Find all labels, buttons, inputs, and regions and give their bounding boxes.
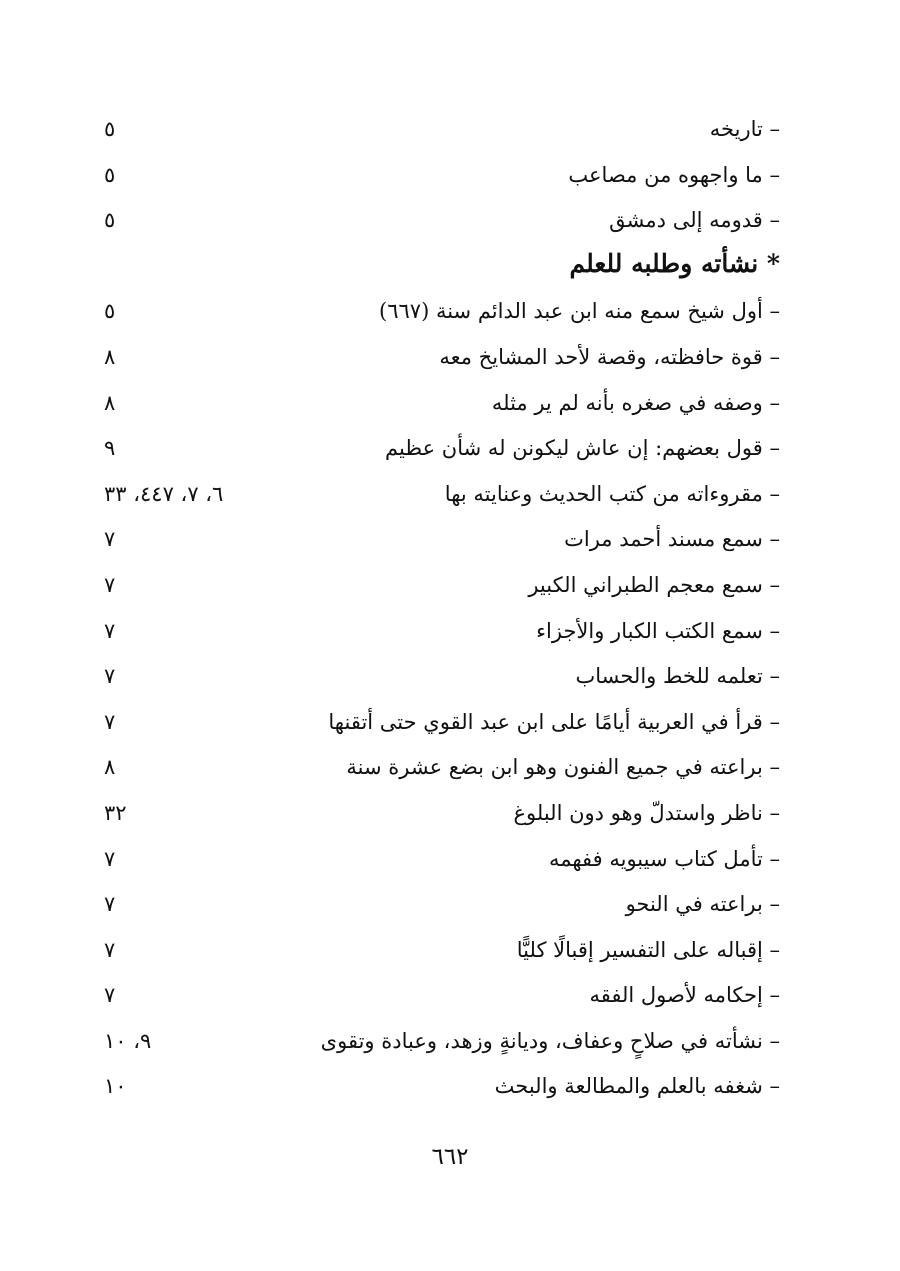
- entry-text: – وصفه في صغره بأنه لم ير مثله: [491, 390, 780, 415]
- entry-text: – تاريخه: [709, 117, 780, 141]
- entry-pages: ٧: [104, 892, 116, 917]
- entry-pages: ٨: [104, 755, 116, 780]
- entry-pages: ٥: [104, 162, 116, 187]
- entry-text: – سمع معجم الطبراني الكبير: [528, 572, 780, 597]
- index-entry: [100, 972, 780, 1018]
- entry-text: – ما واجهوه من مصاعب: [568, 162, 780, 187]
- entry-pages: ١٠: [104, 1074, 127, 1099]
- index-entry: [100, 653, 780, 699]
- entry-pages: ٥: [104, 208, 116, 233]
- entry-text: – إحكامه لأصول الفقه: [589, 983, 780, 1008]
- entry-pages: ٥: [104, 117, 116, 141]
- entry-pages: ٧: [104, 709, 116, 734]
- entry-text: – براعته في النحو: [625, 892, 780, 917]
- index-entry: [100, 699, 780, 745]
- entry-pages: ٧: [104, 664, 116, 689]
- index-entry: [100, 1018, 780, 1064]
- entry-pages: ٧: [104, 618, 116, 643]
- index-entry: [100, 152, 780, 198]
- index-entry: [100, 881, 780, 927]
- entry-pages: ٧: [104, 983, 116, 1008]
- index-entry: [100, 106, 780, 152]
- index-entry: [100, 197, 780, 243]
- entry-text: – إقباله على التفسير إقبالًا كليًّا: [516, 937, 780, 962]
- entry-text: – قوة حافظته، وقصة لأحد المشايخ معه: [439, 344, 780, 369]
- index-entry: [100, 790, 780, 836]
- index-entry: [100, 516, 780, 562]
- entry-pages: ٧: [104, 572, 116, 597]
- entry-text: – قدومه إلى دمشق: [609, 208, 780, 233]
- entry-pages: ٧: [104, 846, 116, 871]
- entry-text: – سمع مسند أحمد مرات: [564, 527, 780, 552]
- entry-text: – نشأته في صلاحٍ وعفاف، وديانةٍ وزهد، وعبادة وتقوى: [320, 1028, 780, 1053]
- entry-pages: ٣٢: [104, 800, 127, 825]
- page-number: ٦٦٢: [431, 1144, 469, 1170]
- index-entry: [100, 380, 780, 426]
- entry-pages: ٦، ٧، ٤٤٧، ٣٣: [104, 481, 224, 506]
- index-entry: [100, 425, 780, 471]
- index-entry: [100, 836, 780, 882]
- index-list: [100, 106, 780, 1109]
- index-entry: [100, 288, 780, 334]
- entry-text: – ناظر واستدلّ وهو دون البلوغ: [513, 800, 780, 825]
- entry-text: – مقروءاته من كتب الحديث وعنايته بها: [444, 481, 780, 506]
- index-entry: [100, 562, 780, 608]
- entry-text: – شغفه بالعلم والمطالعة والبحث: [494, 1074, 780, 1099]
- entry-text: – براعته في جميع الفنون وهو ابن بضع عشرة سنة: [346, 755, 780, 780]
- index-entry: [100, 608, 780, 654]
- entry-pages: ٧: [104, 937, 116, 962]
- index-entry: [100, 471, 780, 517]
- entry-pages: ٩: [104, 436, 116, 461]
- section-heading: [100, 243, 780, 289]
- section-heading-text: * نشأته وطلبه للعلم: [569, 248, 780, 278]
- entry-text: – قول بعضهم: إن عاش ليكونن له شأن عظيم: [385, 436, 780, 461]
- entry-pages: ٧: [104, 527, 116, 552]
- entry-text: – تعلمه للخط والحساب: [575, 664, 780, 689]
- entry-pages: ٩، ١٠: [104, 1028, 152, 1053]
- index-entry: [100, 1063, 780, 1109]
- entry-text: – قرأ في العربية أيامًا على ابن عبد القوي حتى أتقنها: [328, 709, 780, 734]
- entry-pages: ٨: [104, 390, 116, 415]
- entry-pages: ٥: [104, 299, 116, 324]
- index-entry: [100, 927, 780, 973]
- entry-text: – أول شيخ سمع منه ابن عبد الدائم سنة (٦٦٧): [379, 299, 780, 324]
- entry-text: – تأمل كتاب سيبويه ففهمه: [548, 846, 780, 871]
- entry-text: – سمع الكتب الكبار والأجزاء: [536, 618, 780, 643]
- index-entry: [100, 744, 780, 790]
- entry-pages: ٨: [104, 344, 116, 369]
- index-entry: [100, 334, 780, 380]
